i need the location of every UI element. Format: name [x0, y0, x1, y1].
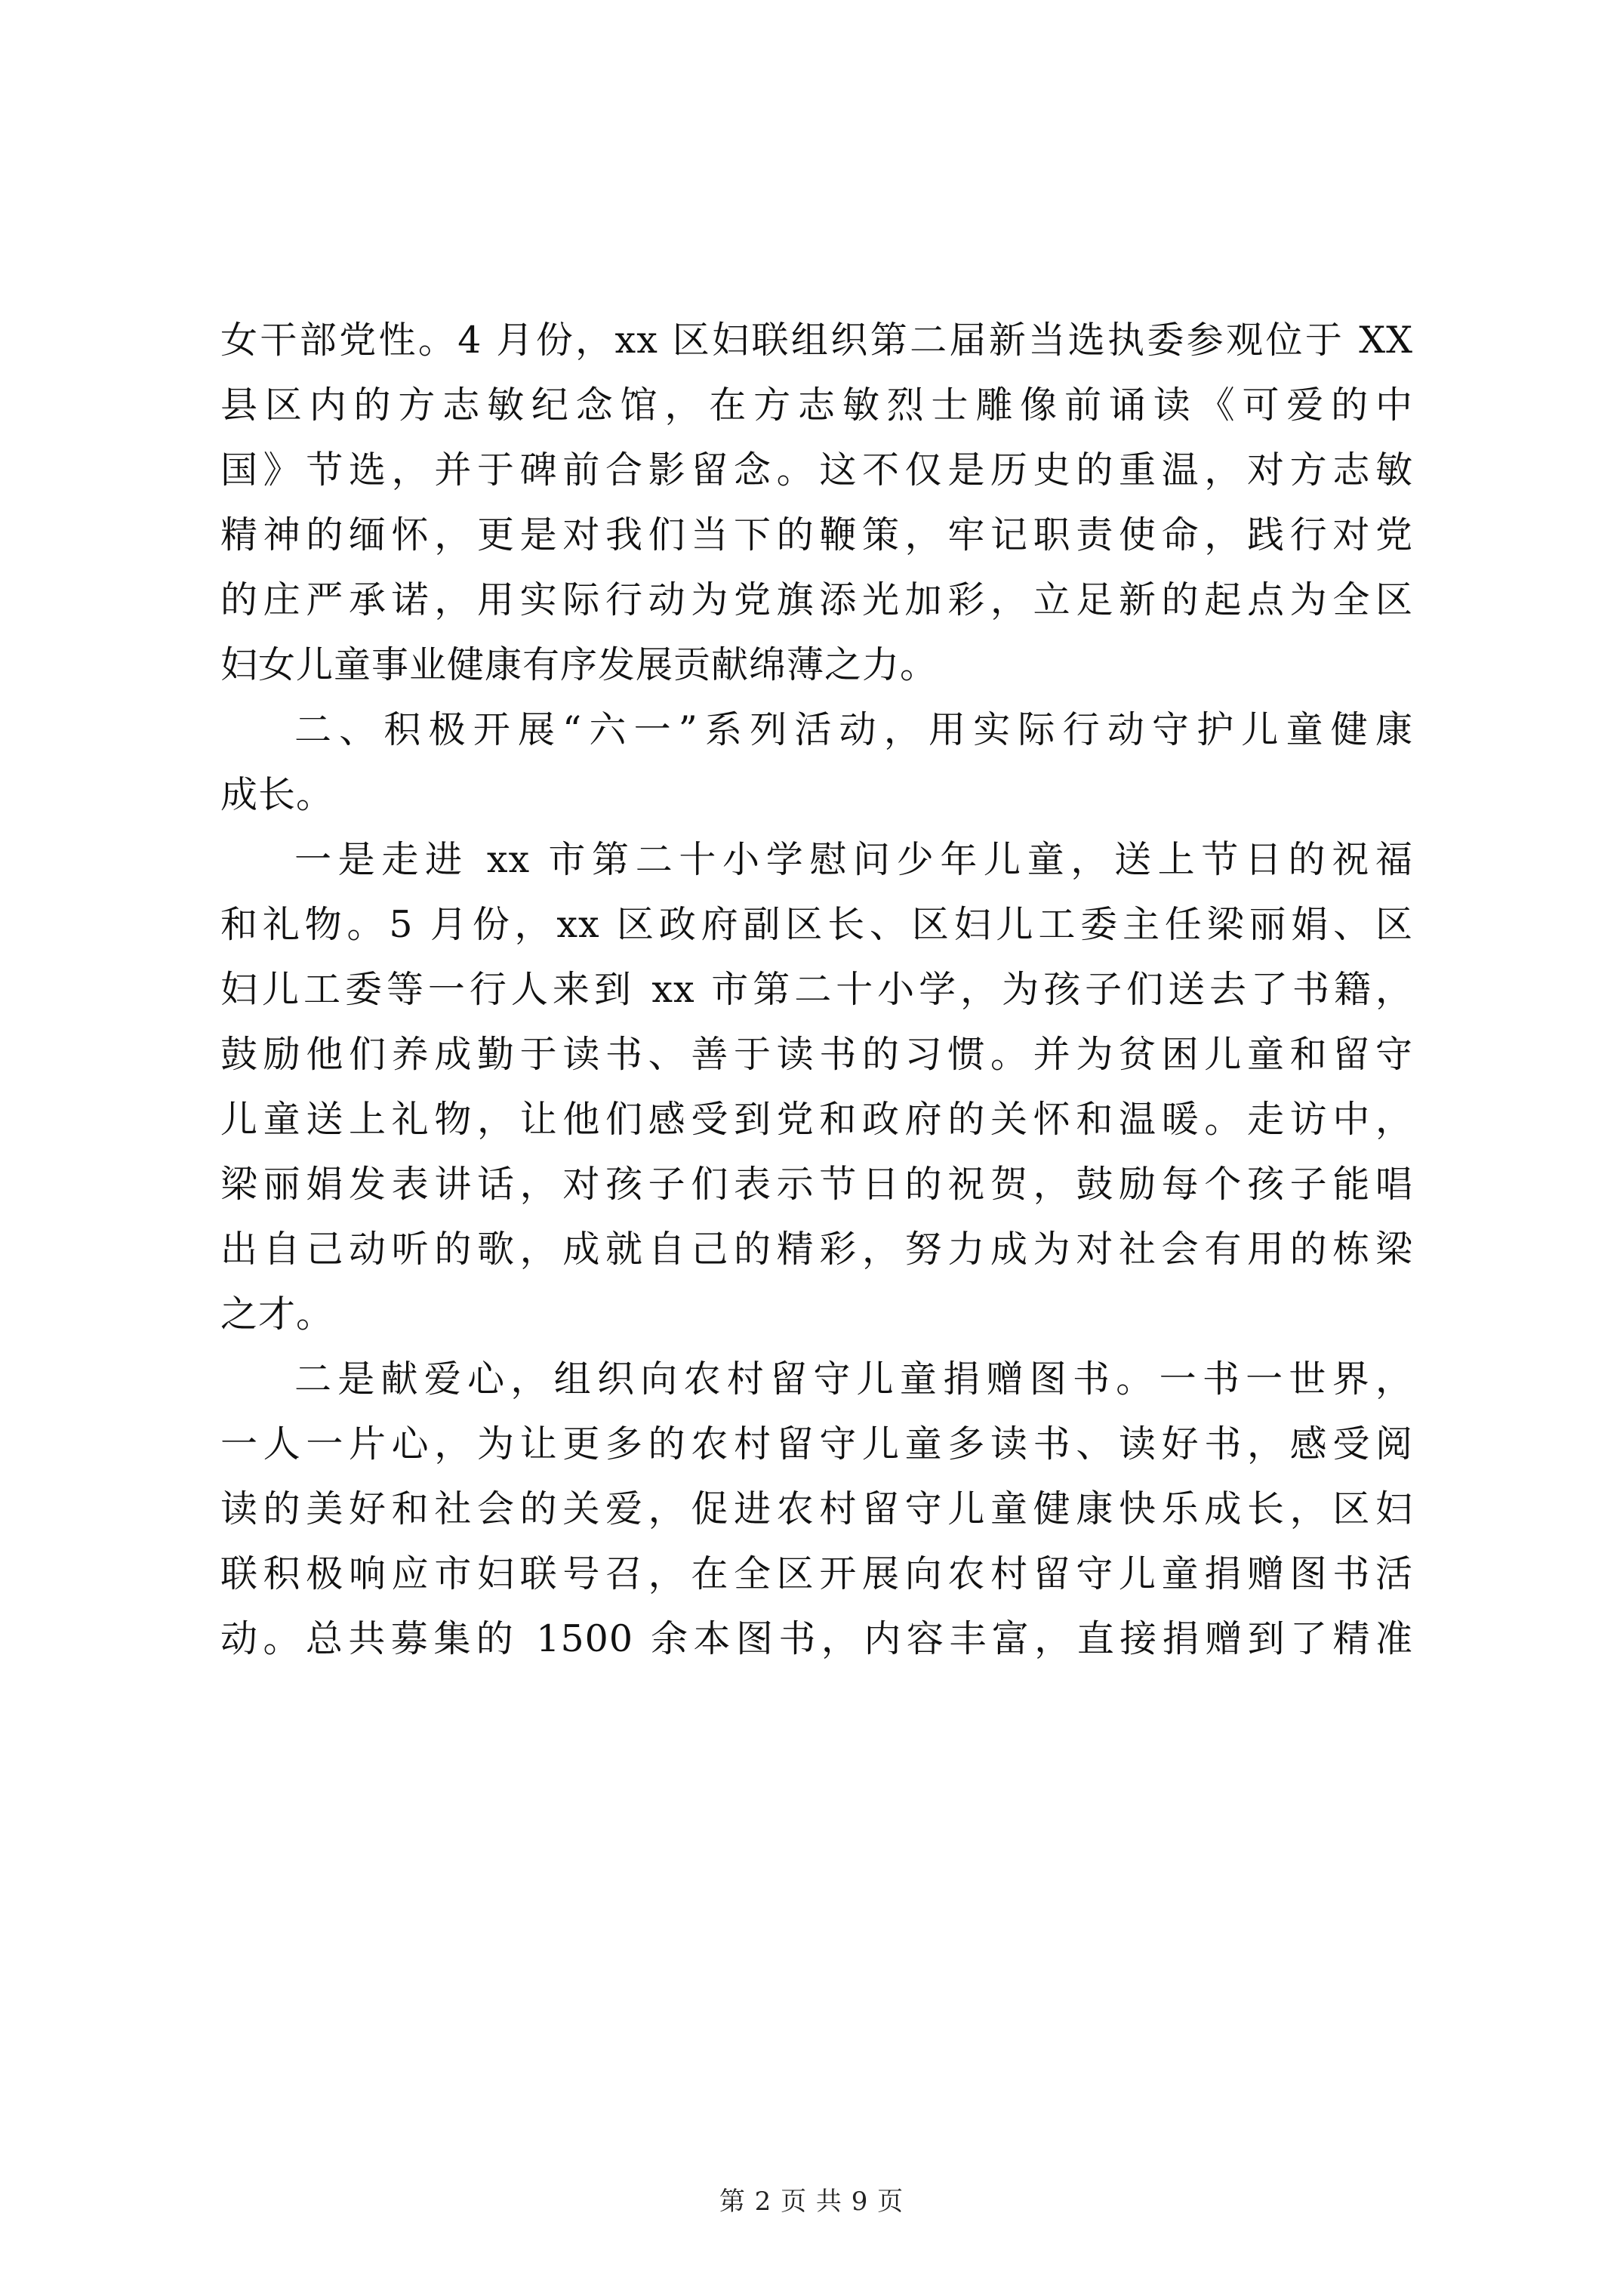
text-line: 二是献爱心，组织向农村留守儿童捐赠图书。一书一世界， — [294, 1358, 1413, 1401]
text-line: 梁丽娟发表讲话，对孩子们表示节日的祝贺，鼓励每个孩子能唱 — [220, 1163, 1413, 1206]
text-line: 动。总共募集的 1500 余本图书，内容丰富，直接捐赠到了精准 — [220, 1617, 1413, 1660]
text-line: 国》节选，并于碑前合影留念。这不仅是历史的重温，对方志敏 — [220, 448, 1413, 492]
text-line: 二、积极开展“六一”系列活动，用实际行动守护儿童健康 — [294, 708, 1413, 751]
text-line: 女干部党性。4 月份，xx 区妇联组织第二届新当选执委参观位于 XX — [220, 319, 1413, 362]
text-line: 一人一片心，为让更多的农村留守儿童多读书、读好书，感受阅 — [220, 1422, 1413, 1465]
text-line: 的庄严承诺，用实际行动为党旗添光加彩，立足新的起点为全区 — [220, 578, 1413, 621]
text-line: 妇儿工委等一行人来到 xx 市第二十小学，为孩子们送去了书籍， — [220, 968, 1413, 1011]
text-line: 读的美好和社会的关爱，促进农村留守儿童健康快乐成长，区妇 — [220, 1487, 1413, 1530]
text-line: 鼓励他们养成勤于读书、善于读书的习惯。并为贫困儿童和留守 — [220, 1033, 1413, 1076]
text-line: 成长。 — [220, 773, 334, 816]
text-line: 精神的缅怀，更是对我们当下的鞭策，牢记职责使命，践行对党 — [220, 513, 1413, 556]
text-line: 出自己动听的歌，成就自己的精彩，努力成为对社会有用的栋梁 — [220, 1228, 1413, 1271]
document-body — [220, 308, 1413, 1672]
text-line: 妇女儿童事业健康有序发展贡献绵薄之力。 — [220, 643, 938, 686]
text-line: 县区内的方志敏纪念馆，在方志敏烈士雕像前诵读《可爱的中 — [220, 384, 1413, 427]
text-line: 之才。 — [220, 1293, 334, 1336]
text-line: 一是走进 xx 市第二十小学慰问少年儿童，送上节日的祝福 — [294, 838, 1413, 881]
text-line: 联积极响应市妇联号召，在全区开展向农村留守儿童捐赠图书活 — [220, 1552, 1413, 1595]
text-line: 儿童送上礼物，让他们感受到党和政府的关怀和温暖。走访中， — [220, 1098, 1413, 1141]
page-footer: 第 2 页 共 9 页 — [719, 2187, 904, 2217]
text-line: 和礼物。5 月份，xx 区政府副区长、区妇儿工委主任梁丽娟、区 — [220, 903, 1413, 946]
